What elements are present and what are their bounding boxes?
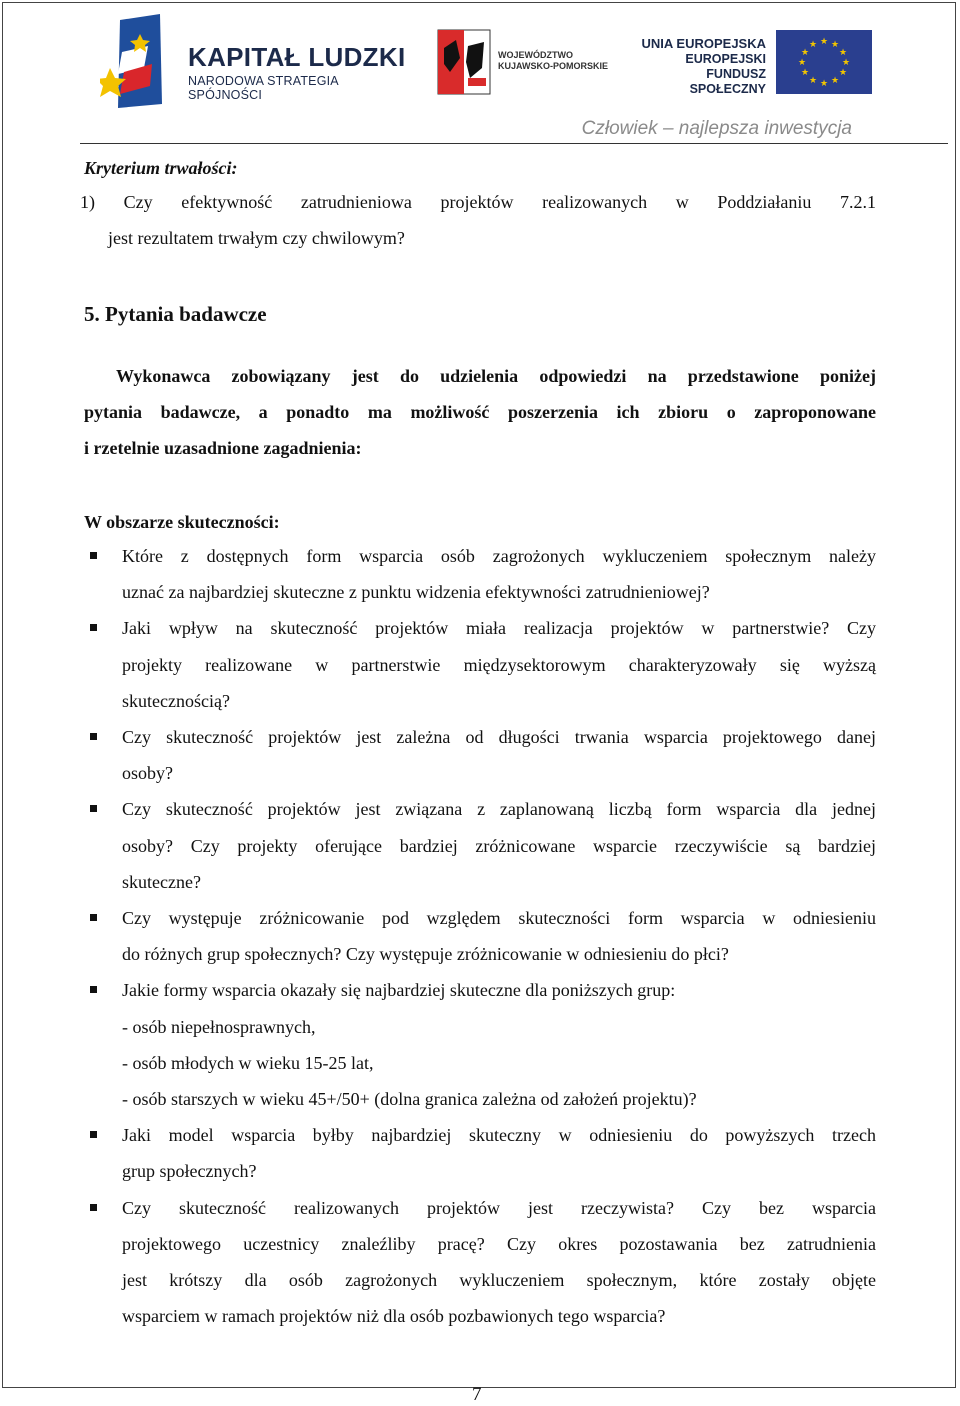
wojewodztwo-line1: WOJEWÓDZTWO [498, 50, 573, 60]
criterion-item-line1: 1) Czy efektywność zatrudnieniowa projektów realizowanych w Poddziałaniu 7.2.1 [80, 192, 876, 212]
question-item [84, 719, 876, 791]
kapital-ludzki-logo [100, 12, 410, 112]
question-line: projekty realizowane w partnerstwie międzysektorowym charakteryzowały się wyższą [122, 654, 876, 675]
question-line: Czy skuteczność projektów jest zależna od długości trwania wsparcia projektowego danej [122, 727, 876, 748]
slogan: Człowiek – najlepsza inwestycja [581, 118, 852, 139]
eu-line1: UNIA EUROPEJSKA [641, 36, 766, 51]
svg-text:★: ★ [838, 68, 848, 78]
section-title: 5. Pytania badawcze [84, 302, 267, 326]
eu-line2: EUROPEJSKI [685, 52, 766, 66]
bullet-square-icon [90, 1131, 97, 1138]
bullet-square-icon [90, 552, 97, 559]
page-number: 7 [472, 1384, 482, 1405]
question-line: Czy skuteczność projektów jest związana z zaplanowaną liczbą form wsparcia dla jednej [122, 799, 876, 820]
svg-text:★: ★ [808, 40, 818, 50]
question-line: Jakie formy wsparcia okazały się najbardziej skuteczne dla poniższych grup: [122, 980, 676, 1001]
criterion-item [80, 184, 876, 256]
question-item [84, 610, 876, 719]
svg-text:★: ★ [800, 48, 810, 58]
coat-of-arms-icon [436, 28, 492, 98]
question-line: skutecznością? [122, 690, 230, 711]
svg-text:★: ★ [830, 40, 840, 50]
question-line: osoby? [122, 763, 173, 784]
svg-text:★: ★ [819, 37, 829, 47]
criterion-item-line2: jest rezultatem trwałym czy chwilowym? [108, 228, 405, 248]
eu-text [632, 36, 766, 97]
bullet-square-icon [90, 733, 97, 740]
question-item [84, 900, 876, 972]
question-line: jest krótszy dla osób zagrożonych wykluczeniem społecznym, które zostały objęte [122, 1270, 876, 1291]
svg-text:★: ★ [838, 48, 848, 58]
question-item [84, 791, 876, 900]
svg-text:★: ★ [808, 76, 818, 86]
question-line: Czy skuteczność realizowanych projektów jest rzeczywista? Czy bez wsparcia [122, 1197, 876, 1218]
criterion-title: Kryterium trwałości: [84, 158, 238, 178]
question-line: - osób niepełnosprawnych, [122, 1016, 316, 1037]
svg-text:★: ★ [819, 79, 829, 89]
wojewodztwo-text [498, 50, 608, 72]
intro-line1: Wykonawca zobowiązany jest do udzielenia odpowiedzi na przedstawione poniżej [116, 366, 876, 386]
wojewodztwo-logo [436, 26, 616, 102]
svg-text:★: ★ [830, 76, 840, 86]
question-line: projektowego uczestnicy znaleźliby pracę? Czy okres pozostawania bez zatrudnienia [122, 1233, 876, 1254]
question-item [84, 538, 876, 610]
question-line: Które z dostępnych form wsparcia osób zagrożonych wykluczeniem społecznym należy [122, 546, 876, 566]
question-line: osoby? Czy projekty oferujące bardziej zróżnicowane wsparcie rzeczywiście są bardziej [122, 835, 876, 856]
intro-line3: i rzetelnie uzasadnione zagadnienia: [84, 438, 362, 458]
question-line: Jaki model wsparcia byłby najbardziej skuteczny w odniesieniu do powyższych trzech [122, 1125, 876, 1146]
eu-flag-icon [776, 30, 872, 94]
question-line: - osób starszych w wieku 45+/50+ (dolna granica zależna od założeń projektu)? [122, 1089, 697, 1110]
svg-text:★: ★ [841, 58, 851, 68]
bullet-square-icon [90, 914, 97, 921]
question-line: uznać za najbardziej skuteczne z punktu widzenia efektywności zatrudnieniowej? [122, 582, 710, 603]
eu-line3: FUNDUSZ SPOŁECZNY [689, 67, 766, 96]
kapital-ludzki-emblem-icon [100, 12, 180, 112]
question-line: wsparciem w ramach projektów niż dla osób pozbawionych tego wsparcia? [122, 1306, 666, 1327]
question-item [84, 1190, 876, 1335]
bullet-square-icon [90, 805, 97, 812]
area-title: W obszarze skuteczności: [84, 512, 280, 532]
eu-logo [632, 26, 872, 96]
kapital-ludzki-subtitle: NARODOWA STRATEGIA SPÓJNOŚCI [188, 74, 339, 102]
question-line: do różnych grup społecznych? Czy występuje zróżnicowanie w odniesieniu do płci? [122, 944, 729, 965]
question-item [84, 972, 876, 1117]
bullet-square-icon [90, 624, 97, 631]
svg-text:★: ★ [800, 68, 810, 78]
section-intro [84, 358, 876, 466]
question-line: grup społecznych? [122, 1161, 257, 1182]
header-divider [80, 143, 948, 144]
question-line: Jaki wpływ na skuteczność projektów miała realizacja projektów w partnerstwie? Czy [122, 618, 876, 639]
question-line: skuteczne? [122, 871, 201, 892]
intro-line2: pytania badawcze, a ponadto ma możliwość poszerzenia ich zbioru o zaproponowane [84, 402, 876, 422]
bullet-square-icon [90, 1204, 97, 1211]
svg-text:★: ★ [797, 58, 807, 68]
bullet-square-icon [90, 986, 97, 993]
question-item [84, 1117, 876, 1189]
questions-list [84, 538, 876, 1334]
kapital-ludzki-title: KAPITAŁ LUDZKI [188, 42, 406, 72]
question-line: - osób młodych w wieku 15-25 lat, [122, 1052, 374, 1073]
wojewodztwo-line2: KUJAWSKO-POMORSKIE [498, 61, 609, 71]
question-line: Czy występuje zróżnicowanie pod względem skuteczności form wsparcia w odniesieniu [122, 908, 876, 929]
